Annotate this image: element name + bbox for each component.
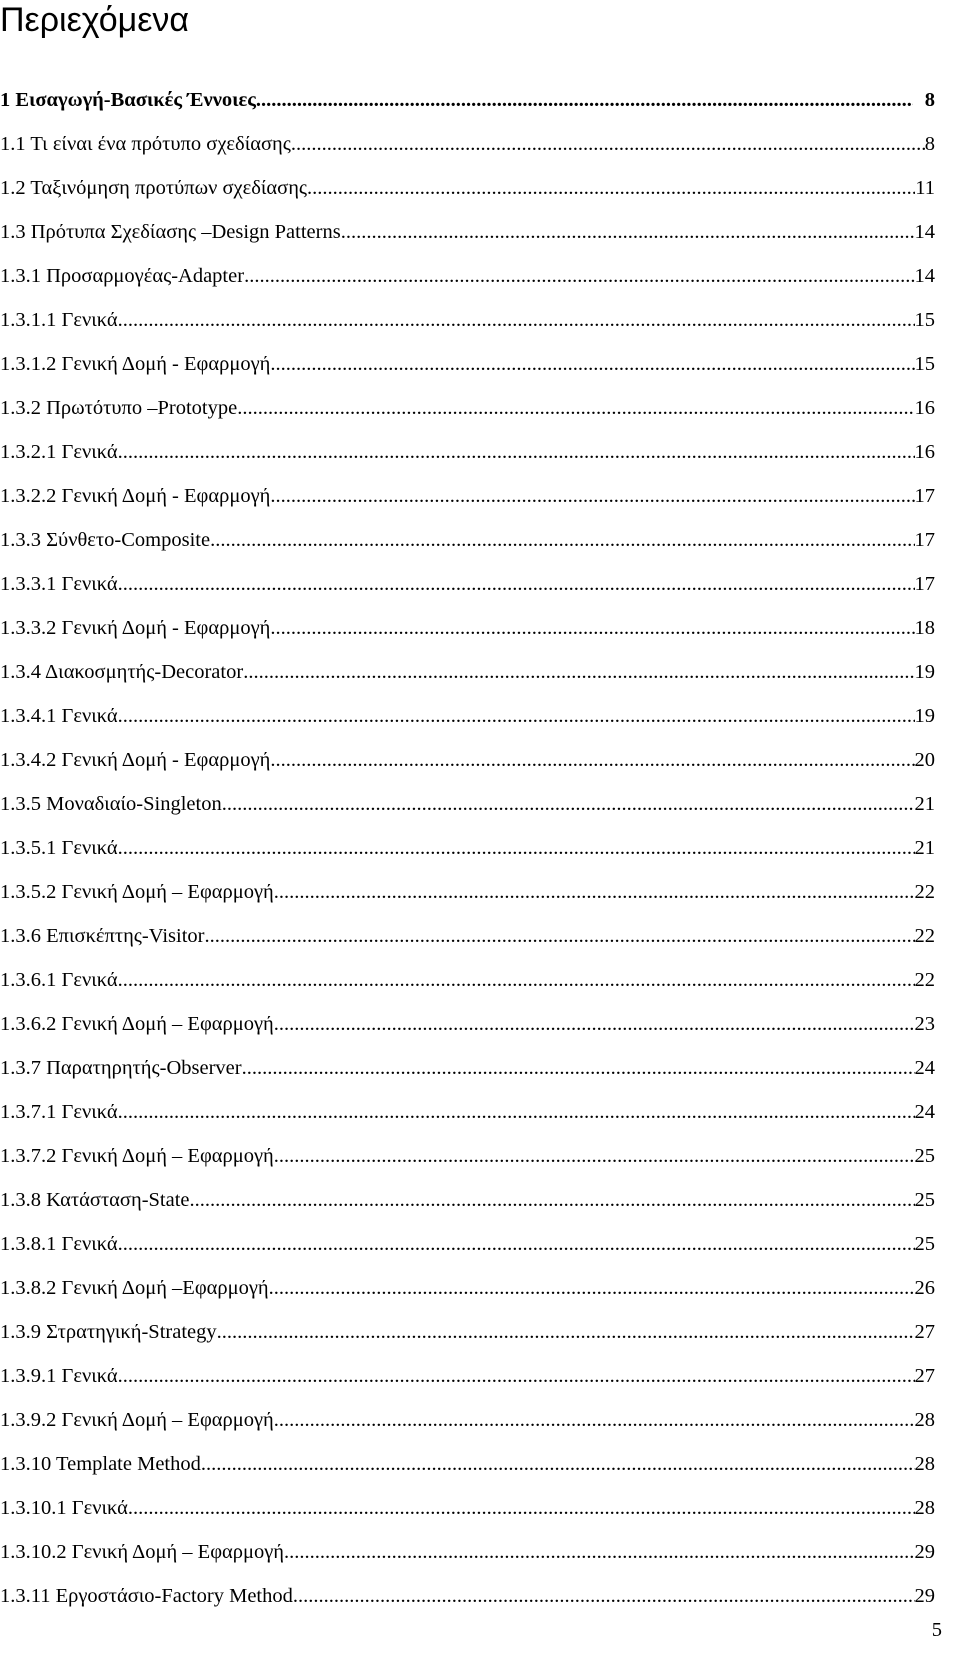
toc-entry-page: 25 (914, 1145, 935, 1167)
table-of-contents (0, 78, 935, 1618)
toc-entry[interactable] (0, 1002, 935, 1046)
dot-leader (293, 1574, 915, 1618)
toc-entry[interactable] (0, 166, 935, 210)
dot-leader (118, 694, 915, 738)
toc-entry[interactable] (0, 1310, 935, 1354)
toc-entry-title: 1.3.4.1 Γενικά (0, 705, 118, 727)
toc-entry[interactable] (0, 1046, 935, 1090)
toc-entry-title: 1.3.3 Σύνθετο-Composite (0, 529, 211, 551)
toc-entry-page: 28 (914, 1409, 935, 1431)
dot-leader (217, 1310, 915, 1354)
toc-entry-title: 1.3.1.1 Γενικά (0, 309, 118, 331)
dot-leader (118, 298, 915, 342)
toc-entry-page: 14 (914, 221, 935, 243)
toc-entry[interactable] (0, 562, 935, 606)
toc-entry-page: 20 (914, 749, 935, 771)
toc-entry[interactable] (0, 474, 935, 518)
toc-entry-title: 1.3.8.2 Γενική Δομή –Εφαρμογή (0, 1277, 269, 1299)
toc-entry-title: 1.3.8.1 Γενικά (0, 1233, 118, 1255)
dot-leader (256, 78, 913, 122)
dot-leader (190, 1178, 915, 1222)
toc-entry-title: 1.3.2.2 Γενική Δομή - Εφαρμογή (0, 485, 271, 507)
toc-entry-title: 1.3.6.1 Γενικά (0, 969, 118, 991)
toc-entry[interactable] (0, 78, 935, 122)
toc-entry[interactable] (0, 870, 935, 914)
toc-entry-page: 24 (914, 1101, 935, 1123)
toc-entry[interactable] (0, 122, 935, 166)
toc-entry-title: 1.3.7.1 Γενικά (0, 1101, 118, 1123)
dot-leader (204, 914, 914, 958)
toc-entry-title: 1.3.6.2 Γενική Δομή – Εφαρμογή (0, 1013, 274, 1035)
toc-entry[interactable] (0, 1574, 935, 1618)
toc-entry-title: 1.3.5.2 Γενική Δομή – Εφαρμογή (0, 881, 274, 903)
toc-entry-title: 1.3.1.2 Γενική Δομή - Εφαρμογή (0, 353, 271, 375)
toc-entry[interactable] (0, 650, 935, 694)
toc-entry-page: 22 (914, 969, 935, 991)
toc-entry-page: 28 (914, 1453, 935, 1475)
toc-entry-title: 1.3.7.2 Γενική Δομή – Εφαρμογή (0, 1145, 274, 1167)
toc-entry[interactable] (0, 1398, 935, 1442)
toc-entry-page: 18 (914, 617, 935, 639)
toc-entry-title: 1.3.5.1 Γενικά (0, 837, 118, 859)
toc-entry-title: 1.3.5 Μοναδιαίο-Singleton (0, 793, 222, 815)
toc-entry-page: 22 (914, 925, 935, 947)
toc-entry-title: 1.2 Ταξινόμηση προτύπων σχεδίασης (0, 177, 308, 199)
toc-entry-page: 26 (914, 1277, 935, 1299)
toc-entry[interactable] (0, 782, 935, 826)
toc-entry[interactable] (0, 826, 935, 870)
toc-entry-page: 15 (914, 353, 935, 375)
dot-leader (270, 342, 914, 386)
toc-entry-title: 1.3.10 Template Method (0, 1453, 201, 1475)
toc-entry[interactable] (0, 1178, 935, 1222)
dot-leader (284, 1530, 914, 1574)
toc-entry-title: 1.3.1 Προσαρμογέας-Adapter (0, 265, 245, 287)
toc-entry[interactable] (0, 342, 935, 386)
toc-entry-title: 1.3.10.1 Γενικά (0, 1497, 128, 1519)
toc-entry-title: 1.1 Τι είναι ένα πρότυπο σχεδίασης (0, 133, 291, 155)
toc-entry-title: 1.3.3.2 Γενική Δομή - Εφαρμογή (0, 617, 271, 639)
toc-entry[interactable] (0, 914, 935, 958)
toc-entry[interactable] (0, 298, 935, 342)
toc-entry-page: 19 (914, 661, 935, 683)
toc-entry-title: 1.3.2 Πρωτότυπο –Prototype (0, 397, 238, 419)
dot-leader (270, 738, 914, 782)
toc-entry-page: 15 (914, 309, 935, 331)
toc-entry[interactable] (0, 1090, 935, 1134)
dot-leader (242, 1046, 915, 1090)
toc-entry-page: 17 (914, 485, 935, 507)
dot-leader (274, 1398, 915, 1442)
toc-entry-title: 1.3.3.1 Γενικά (0, 573, 118, 595)
toc-entry-title: 1.3.9.1 Γενικά (0, 1365, 118, 1387)
toc-entry-title: 1.3.6 Επισκέπτης-Visitor (0, 925, 205, 947)
toc-entry-page: 22 (914, 881, 935, 903)
toc-entry[interactable] (0, 1530, 935, 1574)
toc-entry-page: 28 (914, 1497, 935, 1519)
toc-entry-page: 8 (924, 133, 935, 155)
toc-entry[interactable] (0, 210, 935, 254)
toc-entry-title: 1.3.10.2 Γενική Δομή – Εφαρμογή (0, 1541, 285, 1563)
toc-entry-page: 23 (914, 1013, 935, 1035)
toc-entry-page: 11 (915, 177, 935, 199)
toc-entry-title: 1.3 Πρότυπα Σχεδίασης –Design Patterns (0, 221, 341, 243)
toc-entry[interactable] (0, 738, 935, 782)
dot-leader (274, 1134, 915, 1178)
dot-leader (274, 1002, 915, 1046)
toc-entry-title: 1.3.2.1 Γενικά (0, 441, 118, 463)
toc-entry-page: 21 (914, 793, 935, 815)
dot-leader (118, 562, 915, 606)
dot-leader (243, 650, 914, 694)
toc-entry-page: 24 (914, 1057, 935, 1079)
page-number: 5 (931, 1619, 942, 1641)
toc-entry-title: 1.3.8 Κατάσταση-State (0, 1189, 190, 1211)
toc-entry[interactable] (0, 1354, 935, 1398)
toc-entry[interactable] (0, 1134, 935, 1178)
dot-leader (118, 1354, 915, 1398)
toc-entry[interactable] (0, 958, 935, 1002)
dot-leader (341, 210, 915, 254)
toc-entry-title: 1.3.11 Εργοστάσιο-Factory Method (0, 1585, 293, 1607)
toc-entry-page: 27 (914, 1365, 935, 1387)
toc-entry-title: 1.3.7 Παρατηρητής-Observer (0, 1057, 242, 1079)
dot-leader (118, 430, 915, 474)
toc-entry[interactable] (0, 430, 935, 474)
toc-entry[interactable] (0, 1442, 935, 1486)
toc-entry[interactable] (0, 254, 935, 298)
toc-entry[interactable] (0, 1266, 935, 1310)
dot-leader (118, 1222, 915, 1266)
dot-leader (118, 826, 915, 870)
toc-entry-page: 29 (914, 1541, 935, 1563)
toc-entry-page: 21 (914, 837, 935, 859)
dot-leader (244, 254, 914, 298)
dot-leader (237, 386, 914, 430)
dot-leader (118, 958, 915, 1002)
toc-entry-title: 1.3.9.2 Γενική Δομή – Εφαρμογή (0, 1409, 274, 1431)
dot-leader (210, 518, 914, 562)
toc-entry[interactable] (0, 606, 935, 650)
toc-entry-page: 25 (914, 1233, 935, 1255)
dot-leader (222, 782, 915, 826)
toc-entry-page: 14 (914, 265, 935, 287)
page-title: Περιεχόμενα (0, 1, 190, 39)
dot-leader (118, 1090, 915, 1134)
toc-entry[interactable] (0, 694, 935, 738)
toc-entry-page: 27 (914, 1321, 935, 1343)
toc-entry[interactable] (0, 386, 935, 430)
dot-leader (270, 606, 914, 650)
dot-leader (270, 474, 914, 518)
toc-entry-page: 8 (924, 89, 935, 111)
toc-entry-page: 17 (914, 529, 935, 551)
toc-entry-page: 25 (914, 1189, 935, 1211)
dot-leader (274, 870, 915, 914)
toc-entry-page: 17 (914, 573, 935, 595)
toc-entry[interactable] (0, 1486, 935, 1530)
toc-entry-title: 1.3.9 Στρατηγική-Strategy (0, 1321, 217, 1343)
dot-leader (201, 1442, 915, 1486)
dot-leader (128, 1486, 915, 1530)
toc-entry-title: 1 Εισαγωγή-Βασικές Έννοιες (0, 89, 256, 111)
toc-entry-page: 16 (914, 397, 935, 419)
toc-entry-page: 19 (914, 705, 935, 727)
toc-entry-page: 16 (914, 441, 935, 463)
dot-leader (269, 1266, 915, 1310)
toc-entry-title: 1.3.4.2 Γενική Δομή - Εφαρμογή (0, 749, 271, 771)
dot-leader (307, 166, 915, 210)
toc-entry[interactable] (0, 518, 935, 562)
dot-leader (291, 122, 925, 166)
toc-entry[interactable] (0, 1222, 935, 1266)
toc-entry-title: 1.3.4 Διακοσμητής-Decorator (0, 661, 244, 683)
toc-entry-page: 29 (914, 1585, 935, 1607)
